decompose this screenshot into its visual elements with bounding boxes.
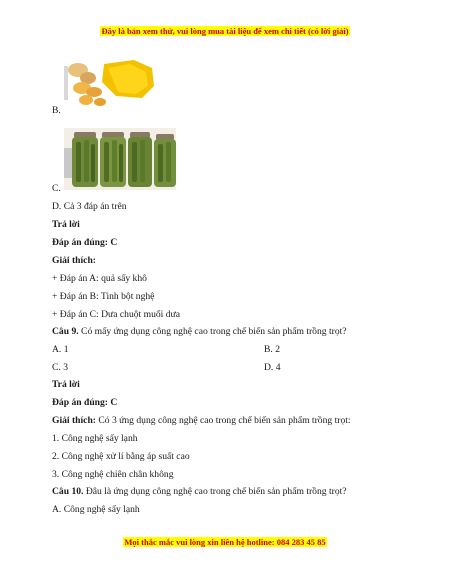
explanation bbox=[52, 415, 351, 427]
explanation-label: Giải thích: bbox=[52, 415, 96, 426]
question-10 bbox=[52, 486, 347, 498]
q10-option-a: A. Công nghệ sấy lạnh bbox=[52, 504, 140, 515]
question-label: Câu 10. bbox=[52, 486, 84, 497]
question-label: Câu 9. bbox=[52, 326, 79, 337]
answer-heading: Trả lời bbox=[52, 379, 80, 390]
explanation-line: + Đáp án B: Tinh bột nghệ bbox=[52, 291, 155, 302]
explanation-text: Có 3 ứng dụng công nghệ cao trong chế biến sản phẩm trồng trọt: bbox=[95, 415, 351, 426]
option-d: D. Cả 3 đáp án trên bbox=[52, 201, 127, 212]
question-text: Đâu là ứng dụng công nghệ cao trong chế biến sản phẩm trồng trọt? bbox=[83, 486, 347, 497]
explanation-line: + Đáp án A: quả sấy khô bbox=[52, 273, 147, 284]
correct-answer: Đáp án đúng: C bbox=[52, 237, 118, 248]
q9-option-a: A. 1 bbox=[52, 344, 69, 355]
q9-option-c: C. 3 bbox=[52, 362, 68, 373]
explanation-item: 1. Công nghệ sấy lạnh bbox=[52, 433, 138, 444]
hotline-notice-banner: Mọi thắc mắc vui lòng xin liên hệ hotline: 084 283 45 85 bbox=[124, 537, 326, 547]
option-b: B. bbox=[52, 105, 61, 116]
pickled-cucumber-jars-image bbox=[64, 128, 176, 190]
explanation-item: 2. Công nghệ xử lí bằng áp suất cao bbox=[52, 451, 190, 462]
option-c: C. bbox=[52, 183, 61, 194]
question-9 bbox=[52, 326, 347, 338]
answer-heading: Trả lời bbox=[52, 219, 80, 230]
preview-notice-banner: Đây là bản xem thử, vui lòng mua tài liệu để xem chi tiết (có lời giải) bbox=[101, 26, 349, 36]
question-text: Có mấy ứng dụng công nghệ cao trong chế biến sản phẩm trồng trọt? bbox=[78, 326, 347, 337]
explanation-item: 3. Công nghệ chiên chân không bbox=[52, 469, 174, 480]
turmeric-powder-image bbox=[64, 58, 156, 108]
q9-option-d: D. 4 bbox=[264, 362, 281, 373]
explanation-label: Giải thích: bbox=[52, 255, 96, 266]
explanation-line: + Đáp án C: Dưa chuột muối dưa bbox=[52, 309, 180, 320]
q9-option-b: B. 2 bbox=[264, 344, 280, 355]
correct-answer: Đáp án đúng: C bbox=[52, 397, 118, 408]
